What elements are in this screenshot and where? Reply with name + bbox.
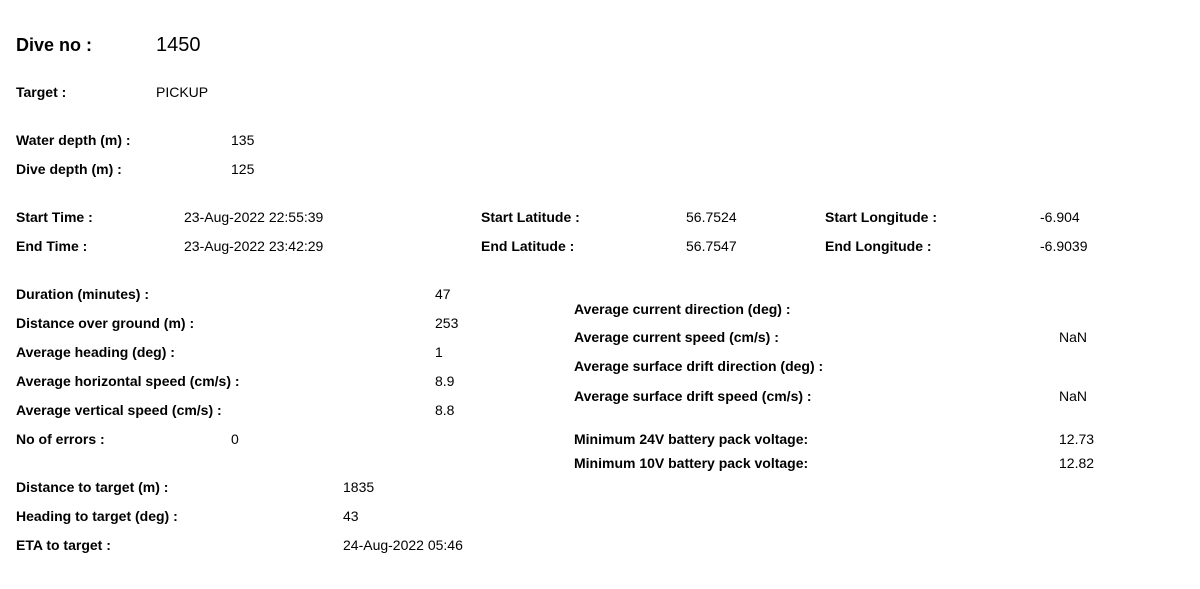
average-horizontal-speed-value: 8.9	[435, 373, 455, 389]
end-latitude-value: 56.7547	[686, 238, 737, 254]
eta-to-target-value: 24-Aug-2022 05:46	[343, 537, 463, 553]
average-current-speed-label: Average current speed (cm/s) :	[574, 329, 779, 345]
average-current-direction-label: Average current direction (deg) :	[574, 301, 791, 317]
target-value: PICKUP	[156, 84, 209, 100]
start-longitude-value: -6.904	[1040, 209, 1080, 225]
no-of-errors-value: 0	[231, 431, 239, 447]
average-surface-drift-speed-value: NaN	[1059, 388, 1088, 404]
average-current-speed-value: NaN	[1059, 329, 1088, 345]
start-latitude-value: 56.7524	[686, 209, 737, 225]
start-time-value: 23-Aug-2022 22:55:39	[184, 209, 324, 225]
heading-to-target-value: 43	[343, 508, 359, 524]
distance-to-target-label: Distance to target (m) :	[16, 479, 169, 495]
end-latitude-label: End Latitude :	[481, 238, 575, 254]
average-heading-value: 1	[435, 344, 443, 360]
start-time-label: Start Time :	[16, 209, 93, 225]
dive-no-value: 1450	[156, 34, 201, 56]
min-24v-battery-value: 12.73	[1059, 431, 1095, 447]
average-vertical-speed-label: Average vertical speed (cm/s) :	[16, 402, 222, 418]
min-24v-battery-label: Minimum 24V battery pack voltage:	[574, 431, 809, 447]
distance-over-ground-value: 253	[435, 315, 459, 331]
end-longitude-label: End Longitude :	[825, 238, 932, 254]
duration-value: 47	[435, 286, 451, 302]
average-vertical-speed-value: 8.8	[435, 402, 455, 418]
end-time-value: 23-Aug-2022 23:42:29	[184, 238, 324, 254]
start-longitude-label: Start Longitude :	[825, 209, 937, 225]
average-surface-drift-speed-label: Average surface drift speed (cm/s) :	[574, 388, 812, 404]
heading-to-target-label: Heading to target (deg) :	[16, 508, 178, 524]
water-depth-label: Water depth (m) :	[16, 132, 131, 148]
average-surface-drift-direction-label: Average surface drift direction (deg) :	[574, 358, 824, 374]
no-of-errors-label: No of errors :	[16, 431, 105, 447]
min-10v-battery-value: 12.82	[1059, 455, 1095, 471]
distance-over-ground-label: Distance over ground (m) :	[16, 315, 195, 331]
dive-depth-value: 125	[231, 161, 255, 177]
water-depth-value: 135	[231, 132, 255, 148]
duration-label: Duration (minutes) :	[16, 286, 149, 302]
average-heading-label: Average heading (deg) :	[16, 344, 175, 360]
end-longitude-value: -6.9039	[1040, 238, 1088, 254]
dive-depth-label: Dive depth (m) :	[16, 161, 122, 177]
target-label: Target :	[16, 84, 67, 100]
distance-to-target-value: 1835	[343, 479, 375, 495]
start-latitude-label: Start Latitude :	[481, 209, 580, 225]
end-time-label: End Time :	[16, 238, 88, 254]
average-horizontal-speed-label: Average horizontal speed (cm/s) :	[16, 373, 240, 389]
min-10v-battery-label: Minimum 10V battery pack voltage:	[574, 455, 809, 471]
eta-to-target-label: ETA to target :	[16, 537, 111, 553]
dive-no-label: Dive no :	[16, 35, 93, 55]
